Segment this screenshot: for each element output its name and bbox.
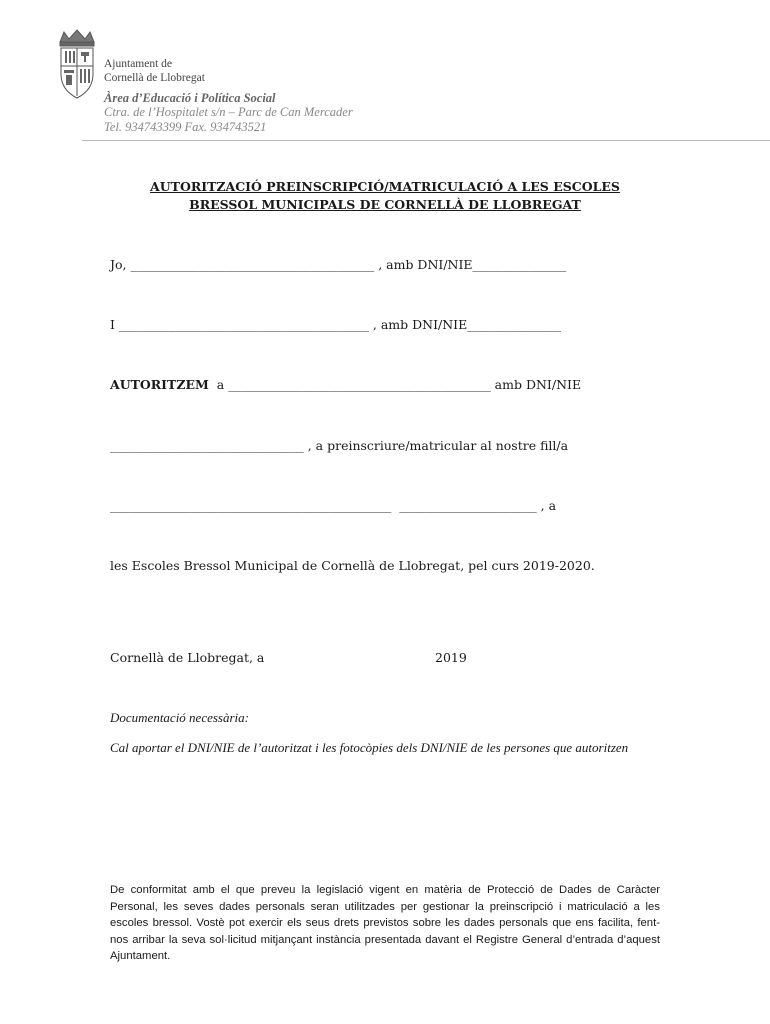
- form-line-child: _____________________________________________ ______________________ , a: [110, 498, 557, 513]
- privacy-notice: De conformitat amb el que preveu la legislació vigent en matèria de Protecció de Dades de Caràcter Personal, les seves dades personals seran utilitzades per gestionar la preinscripció i matriculació a les escoles bressol. Vostè pot exercir els seus drets previstos sobre les dades personals que ens facilita, fent-nos arribar la seva sol·licitud mitjançant instància presentada davant el Registre General d’entrada d’aquest Ajuntament.: [110, 884, 660, 963]
- header-divider: [82, 140, 770, 141]
- organization-line-2: Cornellà de Llobregat: [104, 72, 205, 84]
- department-name: Àrea d’Educació i Política Social: [104, 91, 276, 105]
- address: Ctra. de l’Hospitalet s/n – Parc de Can Mercader: [104, 105, 353, 119]
- year: 2019: [435, 650, 467, 665]
- coat-of-arms-logo: [54, 28, 100, 102]
- form-line-school-course: les Escoles Bressol Municipal de Cornellà de Llobregat, pel curs 2019-2020.: [110, 558, 595, 573]
- document-title: [110, 178, 660, 214]
- contact-info: [104, 105, 353, 135]
- documentation-text: Cal aportar el DNI/NIE de l’autoritzat i les fotocòpies dels DNI/NIE de les persones que autoritzen: [110, 740, 629, 755]
- phone-fax: Tel. 934743399 Fax. 934743521: [104, 120, 267, 134]
- documentation-label: Documentació necessària:: [110, 710, 249, 725]
- form-line-guardian-2: I ________________________________________ , amb DNI/NIE_______________: [110, 317, 561, 332]
- form-line-enroll: _______________________________ , a preinscriure/matricular al nostre fill/a: [110, 438, 569, 453]
- organization-name: [104, 57, 205, 85]
- organization-line-1: Ajuntament de: [104, 58, 173, 70]
- form-line-guardian-1: Jo, _______________________________________ , amb DNI/NIE_______________: [110, 257, 567, 272]
- authorized-person-field: a __________________________________________ amb DNI/NIE: [208, 377, 582, 392]
- title-line-1: AUTORITZACIÓ PREINSCRIPCIÓ/MATRICULACIÓ A LES ESCOLES: [150, 179, 620, 194]
- authorize-keyword: AUTORITZEM: [110, 377, 209, 392]
- place-date-label: Cornellà de Llobregat, a: [110, 650, 265, 665]
- form-line-authorized: [110, 377, 581, 392]
- title-line-2: BRESSOL MUNICIPALS DE CORNELLÀ DE LLOBREGAT: [189, 197, 581, 212]
